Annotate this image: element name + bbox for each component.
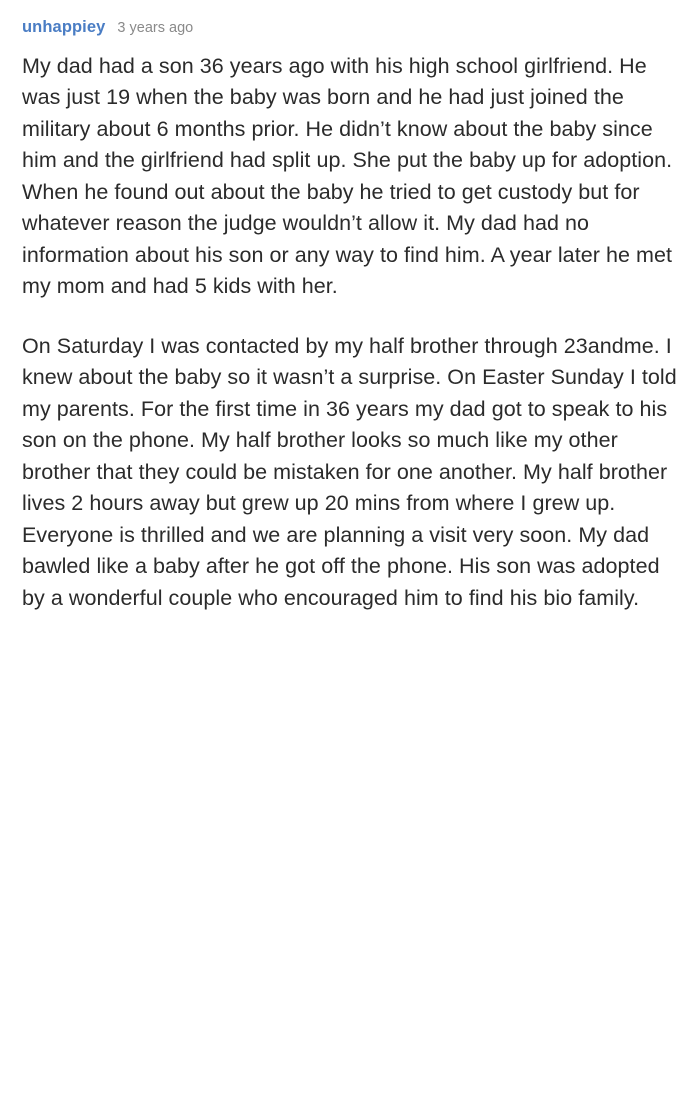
post-paragraph: On Saturday I was contacted by my half brother through 23andme. I knew about the baby so it wasn’t a surprise. On Easter Sunday I told my parents. For the first time in 36 years my dad got to speak to his son on the phone. My half brother looks so much like my other brother that they could be mistaken for one another. My half brother lives 2 hours away but grew up 20 mins from where I grew up. Everyone is thrilled and we are planning a visit very soon. My dad bawled like a baby after he got off the phone. His son was adopted by a wonderful couple who encouraged him to find his bio family.	[22, 333, 677, 610]
post-body	[22, 51, 678, 614]
post-timestamp: 3 years ago	[117, 20, 194, 36]
post-paragraph: My dad had a son 36 years ago with his high school girlfriend. He was just 19 when the baby was born and he had just joined the military about 6 months prior. He didn’t know about the baby since him and the girlfriend had split up. She put the baby up for adoption. When he found out about the baby he tried to get custody but for whatever reason the judge wouldn’t allow it. My dad had no information about his son or any way to find him. A year later he met my mom and had 5 kids with her.	[22, 54, 673, 299]
post-header	[22, 18, 678, 37]
post-author[interactable]: unhappiey	[22, 18, 106, 36]
